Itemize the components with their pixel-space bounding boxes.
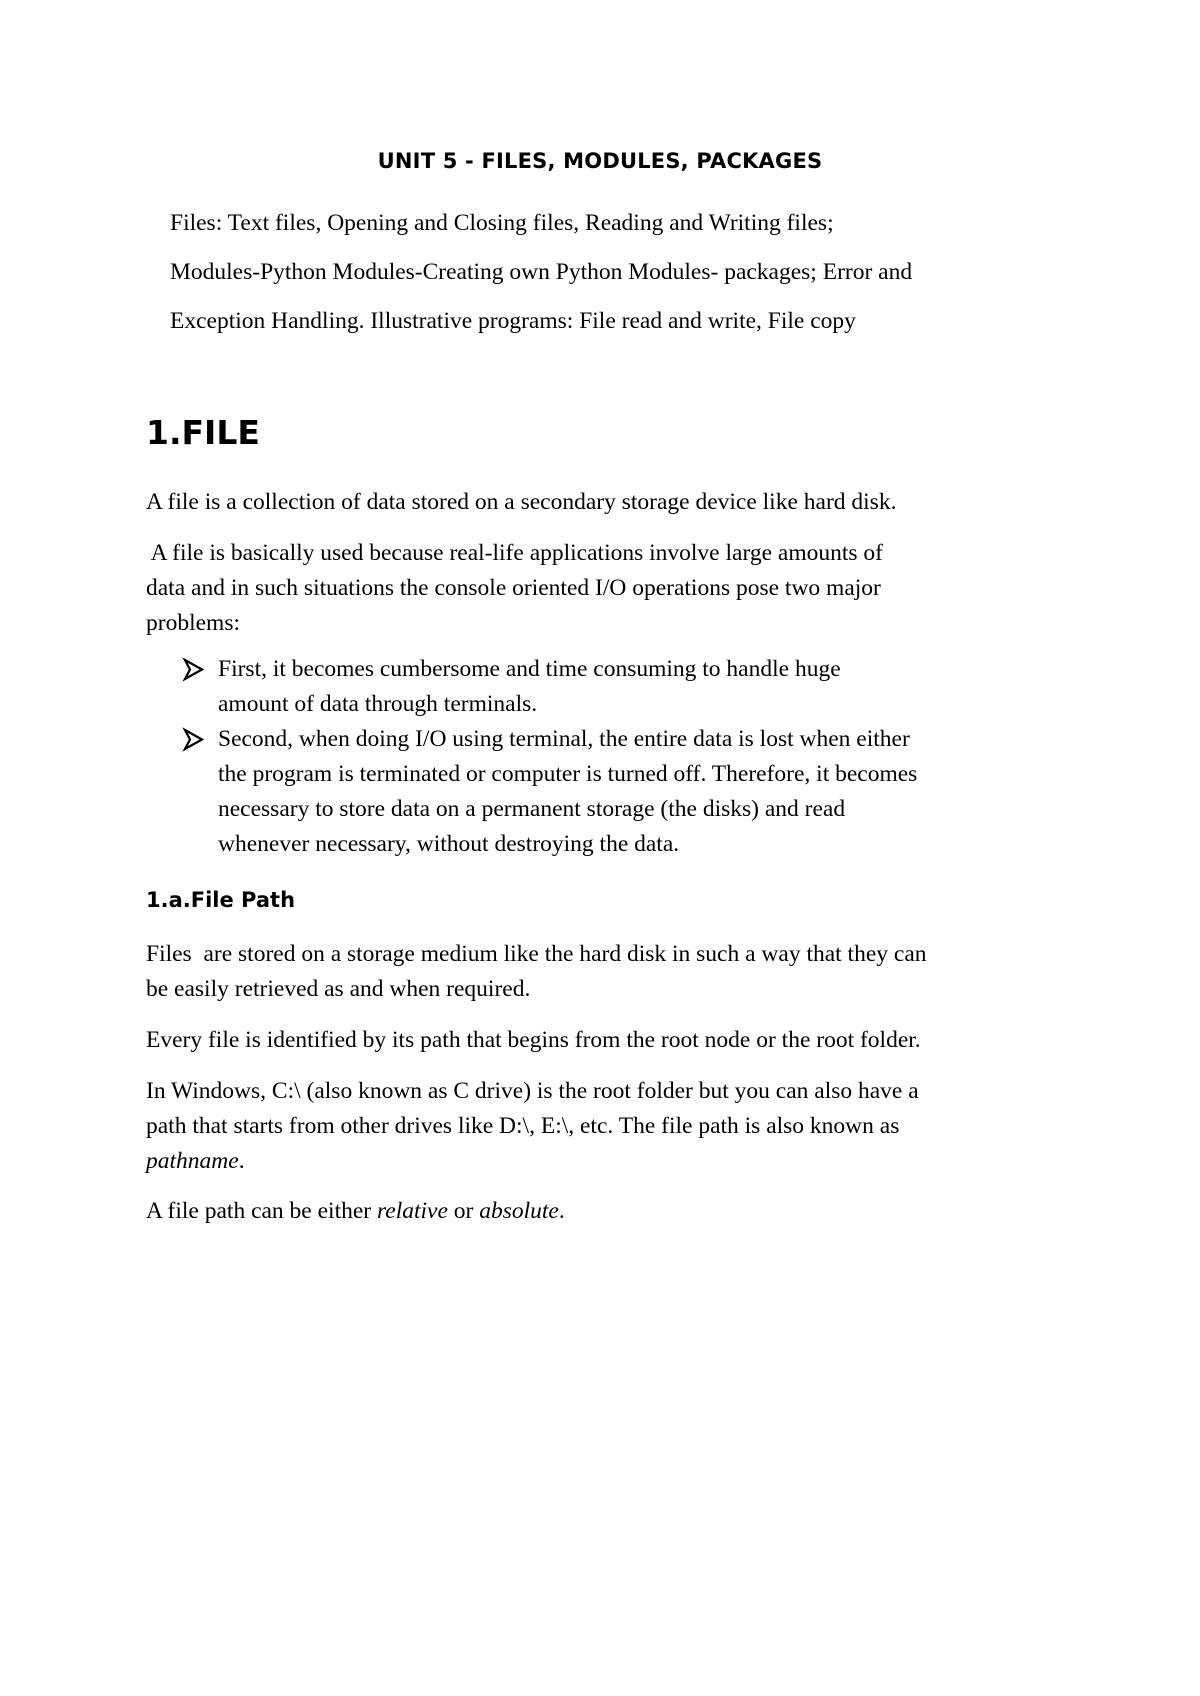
windows-line-pathname xyxy=(146,1144,1106,1179)
windows-paragraph xyxy=(146,1074,1106,1179)
path-intro-paragraph xyxy=(146,1023,1106,1058)
path-intro-line: Every file is identified by its path that begins from the root node or the root folder. xyxy=(146,1027,921,1053)
reason-paragraph xyxy=(146,536,1106,641)
syllabus-line: Modules-Python Modules-Creating own Python Modules- packages; Error and xyxy=(170,259,913,285)
relabs-prefix: A file path can be either xyxy=(146,1198,377,1224)
reason-line: data and in such situations the console oriented I/O operations pose two major xyxy=(146,575,881,601)
unit-title: UNIT 5 - FILES, MODULES, PACKAGES xyxy=(377,149,823,173)
syllabus-line: Files: Text files, Opening and Closing files, Reading and Writing files; xyxy=(170,210,834,236)
reason-line: A file is basically used because real-life applications involve large amounts of xyxy=(146,540,883,566)
list-item xyxy=(182,652,1082,722)
storage-paragraph xyxy=(146,937,1106,1007)
list-item-line: amount of data through terminals. xyxy=(218,691,538,717)
relative-absolute-line xyxy=(146,1194,1106,1229)
windows-line: path that starts from other drives like D:\, E:\, etc. The file path is also known as xyxy=(146,1113,900,1139)
pathname-term: pathname xyxy=(146,1148,239,1174)
subsection-heading: 1.a.File Path xyxy=(146,888,296,912)
storage-line: be easily retrieved as and when required. xyxy=(146,976,531,1002)
relabs-middle: or xyxy=(447,1198,480,1224)
pathname-period: . xyxy=(238,1148,245,1174)
relative-absolute-paragraph xyxy=(146,1194,1106,1229)
list-item-line: Second, when doing I/O using terminal, the entire data is lost when either xyxy=(218,726,910,752)
absolute-term: absolute xyxy=(479,1198,559,1224)
arrowhead-bullet-icon xyxy=(182,722,206,757)
list-item xyxy=(182,722,1082,862)
arrowhead-bullet-icon xyxy=(182,652,206,687)
section-heading: 1.FILE xyxy=(146,413,260,452)
list-item-line: First, it becomes cumbersome and time consuming to handle huge xyxy=(218,656,841,682)
definition-paragraph xyxy=(146,485,1106,520)
syllabus-paragraph xyxy=(170,199,1130,346)
list-item-line: whenever necessary, without destroying the data. xyxy=(218,831,680,857)
list-item-line: the program is terminated or computer is turned off. Therefore, it becomes xyxy=(218,761,918,787)
relabs-suffix: . xyxy=(558,1198,565,1224)
windows-line: In Windows, C:\ (also known as C drive) is the root folder but you can also have a xyxy=(146,1078,919,1104)
storage-line: Files are stored on a storage medium like the hard disk in such a way that they can xyxy=(146,941,927,967)
relative-term: relative xyxy=(376,1198,448,1224)
syllabus-line: Exception Handling. Illustrative programs: File read and write, File copy xyxy=(170,308,856,334)
definition-line: A file is a collection of data stored on a secondary storage device like hard disk. xyxy=(146,489,897,515)
problems-list xyxy=(182,652,1082,862)
list-item-line: necessary to store data on a permanent storage (the disks) and read xyxy=(218,796,846,822)
reason-line: problems: xyxy=(146,610,240,636)
